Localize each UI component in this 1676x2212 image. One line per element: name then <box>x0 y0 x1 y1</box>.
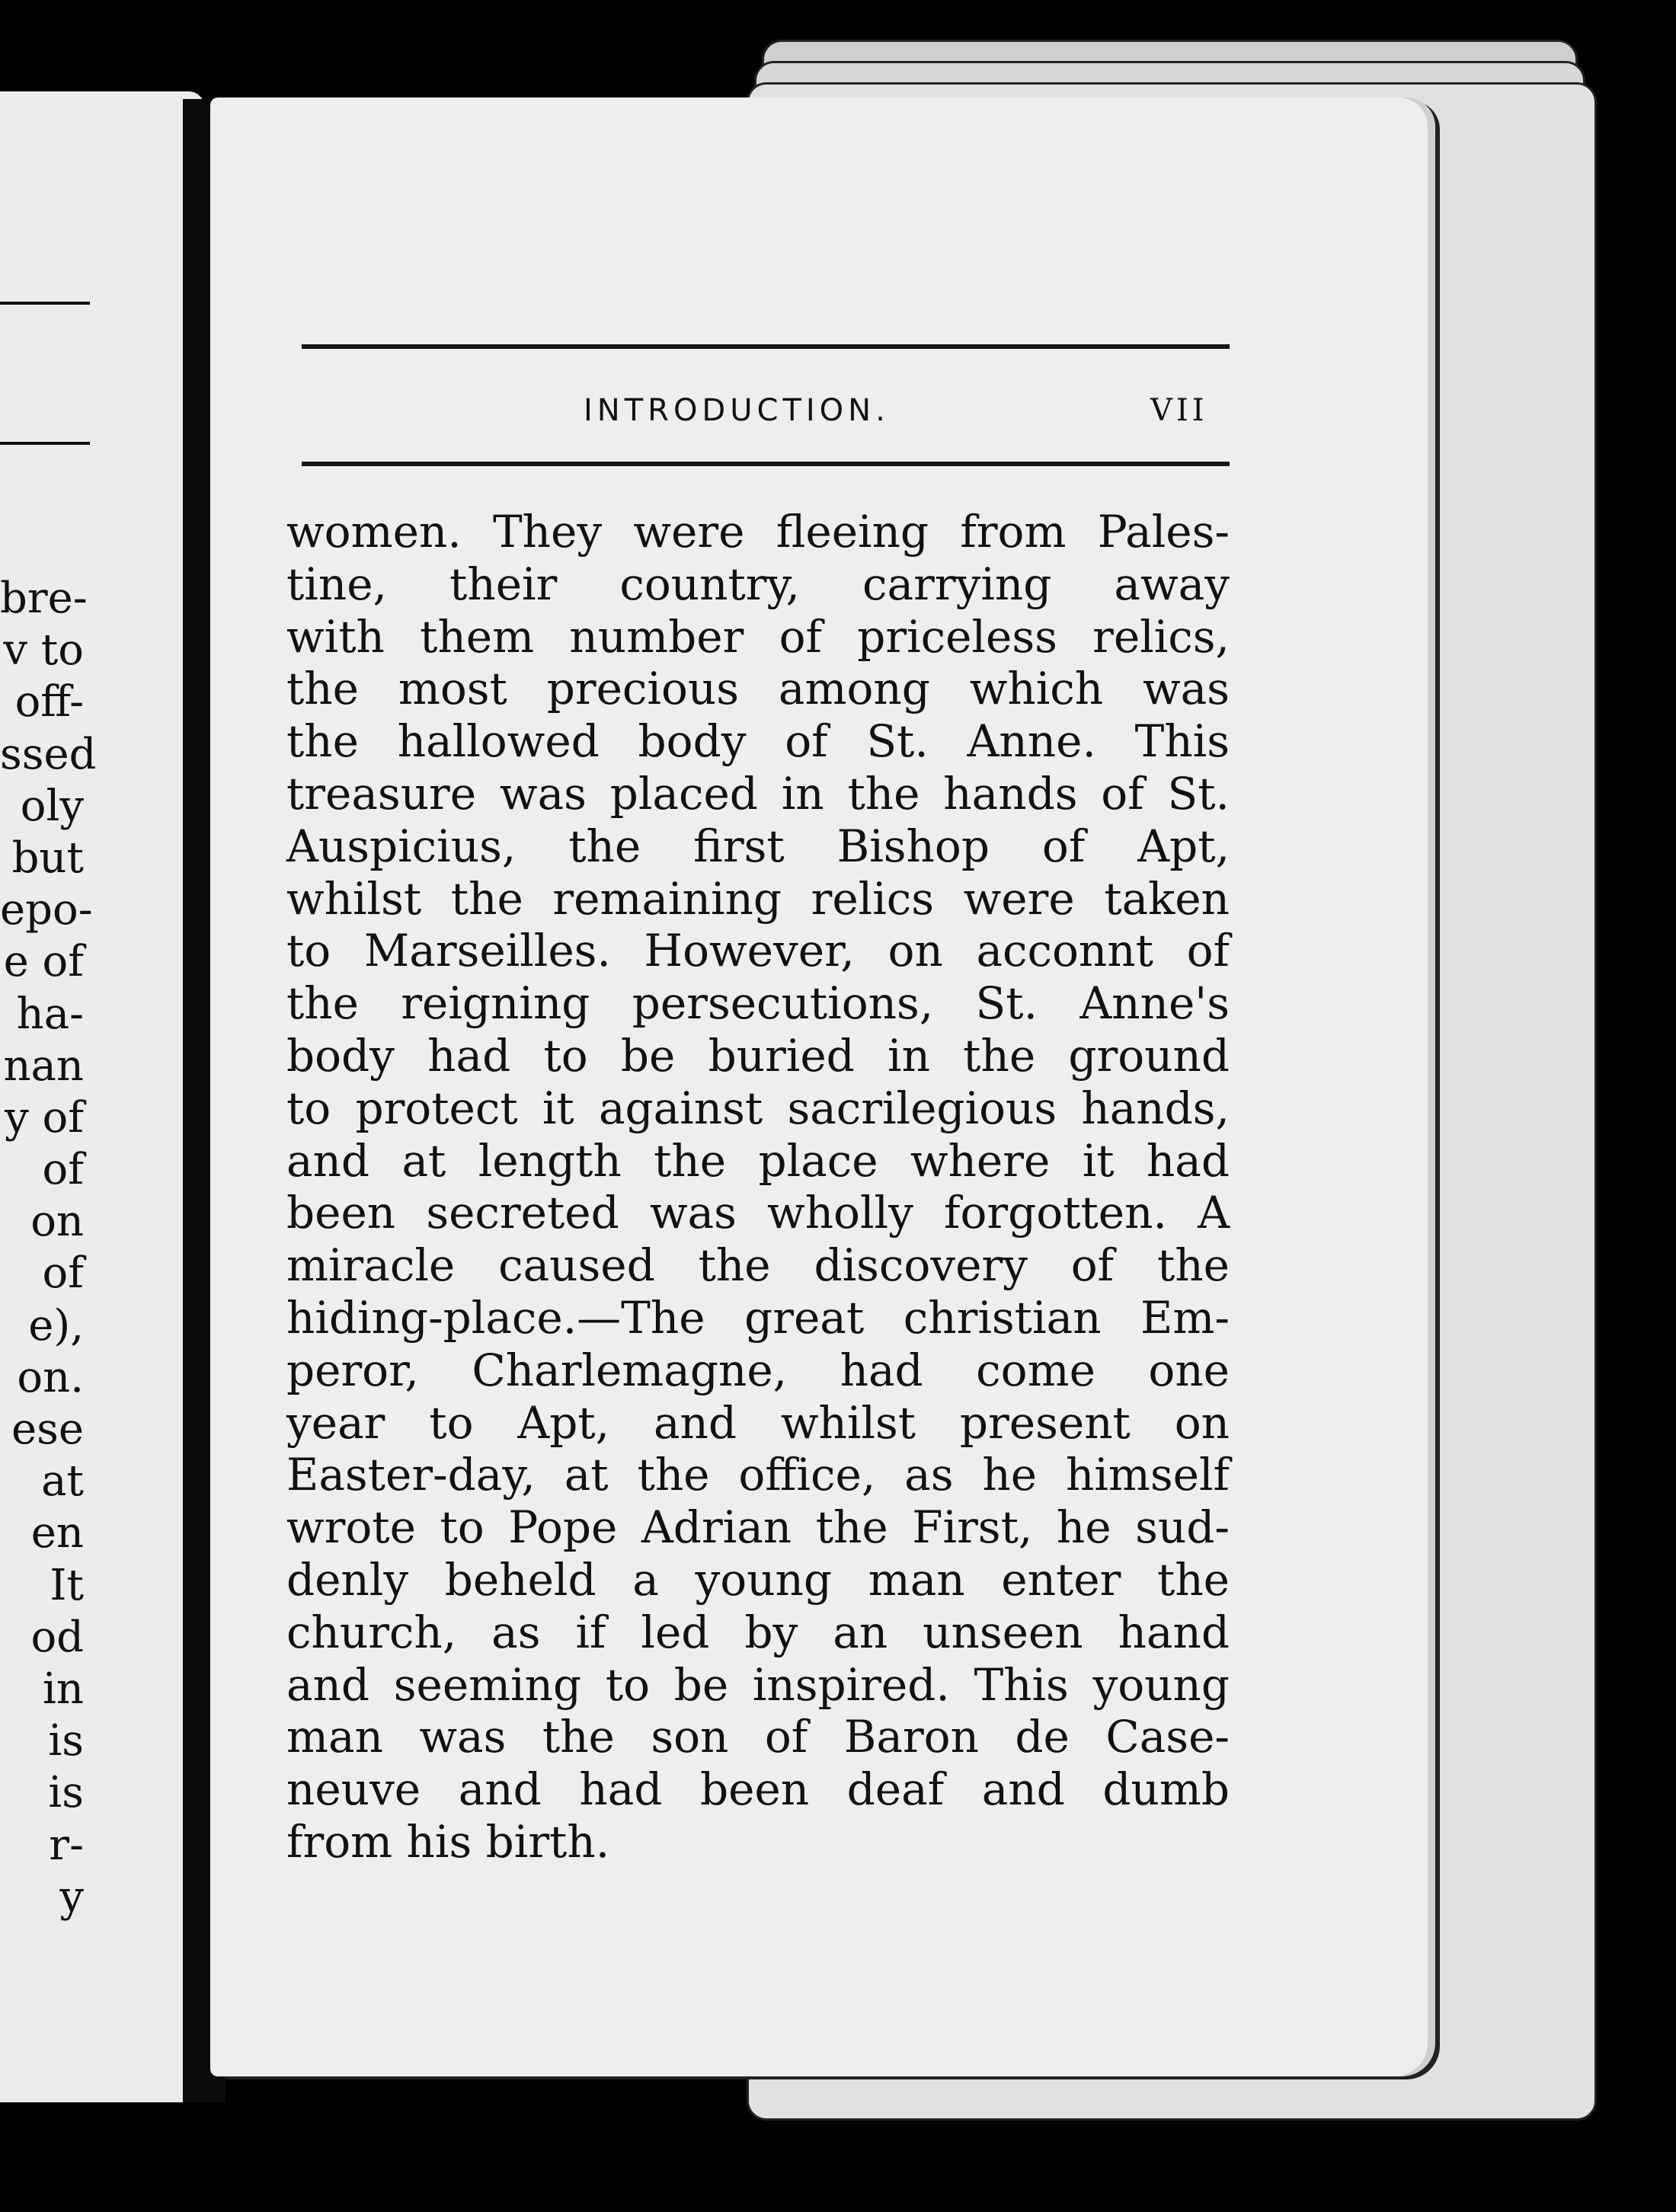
facing-line: v to <box>3 625 84 676</box>
facing-line: nan <box>3 1040 84 1091</box>
text-line: hiding-place.—The great christian Em- <box>286 1291 1230 1344</box>
text-line: year to Apt, and whilst present on <box>286 1396 1230 1449</box>
facing-line: ese <box>11 1405 84 1454</box>
facing-line: It <box>50 1560 84 1610</box>
text-line: peror, Charlemagne, had come one <box>286 1344 1230 1396</box>
facing-line: e), <box>28 1300 84 1351</box>
text-line: to protect it against sacrilegious hands, <box>286 1082 1230 1134</box>
facing-line: y of <box>5 1092 84 1143</box>
facing-line: epo- <box>0 885 93 935</box>
text-line: to Marseilles. However, on acconnt of <box>286 925 1230 977</box>
facing-line: od <box>30 1612 84 1662</box>
facing-line: of <box>42 1248 84 1299</box>
facing-line: e of <box>3 937 84 987</box>
text-line: Auspicius, the first Bishop of Apt, <box>286 820 1230 872</box>
facing-page-rule <box>0 442 90 445</box>
text-line: miracle caused the discovery of the <box>286 1239 1230 1292</box>
body-text <box>286 506 1230 1868</box>
text-line: and seeming to be inspired. This young <box>286 1658 1230 1711</box>
facing-line: r- <box>49 1820 84 1870</box>
running-head: INTRODUCTION. <box>584 393 890 428</box>
book-page <box>210 97 1428 2076</box>
text-line: man was the son of Baron de Case- <box>286 1711 1230 1763</box>
facing-line: in <box>43 1664 84 1714</box>
facing-line: on <box>30 1197 84 1247</box>
facing-page-text <box>0 573 97 1923</box>
text-line: women. They were fleeing from Pales- <box>286 506 1230 558</box>
text-line: denly beheld a young man enter the <box>286 1553 1230 1606</box>
facing-line: off- <box>14 677 84 727</box>
facing-line: at <box>41 1456 84 1507</box>
text-line: the hallowed body of St. Anne. This <box>286 715 1230 768</box>
header-rule-bottom <box>302 462 1230 466</box>
text-line: the reigning persecutions, St. Anne's <box>286 977 1230 1030</box>
text-line: body had to be buried in the ground <box>286 1029 1230 1082</box>
facing-line: on. <box>17 1352 84 1402</box>
text-line: wrote to Pope Adrian the First, he sud- <box>286 1501 1230 1554</box>
text-line: been secreted was wholly forgotten. A <box>286 1187 1230 1239</box>
text-line: neuve and had been deaf and dumb <box>286 1763 1230 1816</box>
facing-line: ha- <box>16 989 84 1039</box>
facing-line: bre- <box>0 574 88 623</box>
facing-line: but <box>11 833 84 883</box>
page-number: VII <box>1150 393 1208 428</box>
header-rule-top <box>302 344 1230 349</box>
facing-line: is <box>48 1768 84 1818</box>
text-line: church, as if led by an unseen hand <box>286 1606 1230 1658</box>
text-line: from his birth. <box>286 1815 610 1868</box>
facing-line: of <box>42 1145 84 1195</box>
facing-line: en <box>30 1508 84 1558</box>
text-line: tine, their country, carrying away <box>286 558 1230 610</box>
facing-line: is <box>48 1716 84 1766</box>
text-line: and at length the place where it had <box>286 1134 1230 1187</box>
text-line: the most precious among which was <box>286 663 1230 715</box>
facing-line: y <box>59 1872 84 1922</box>
text-line: treasure was placed in the hands of St. <box>286 767 1230 820</box>
text-line: with them number of priceless relics, <box>286 610 1230 663</box>
facing-page <box>0 91 204 2102</box>
facing-page-rule <box>0 302 90 305</box>
facing-line: oly <box>20 781 84 831</box>
text-line: whilst the remaining relics were taken <box>286 872 1230 925</box>
text-line: Easter-day, at the office, as he himself <box>286 1449 1230 1501</box>
facing-line: ssed <box>0 729 97 779</box>
